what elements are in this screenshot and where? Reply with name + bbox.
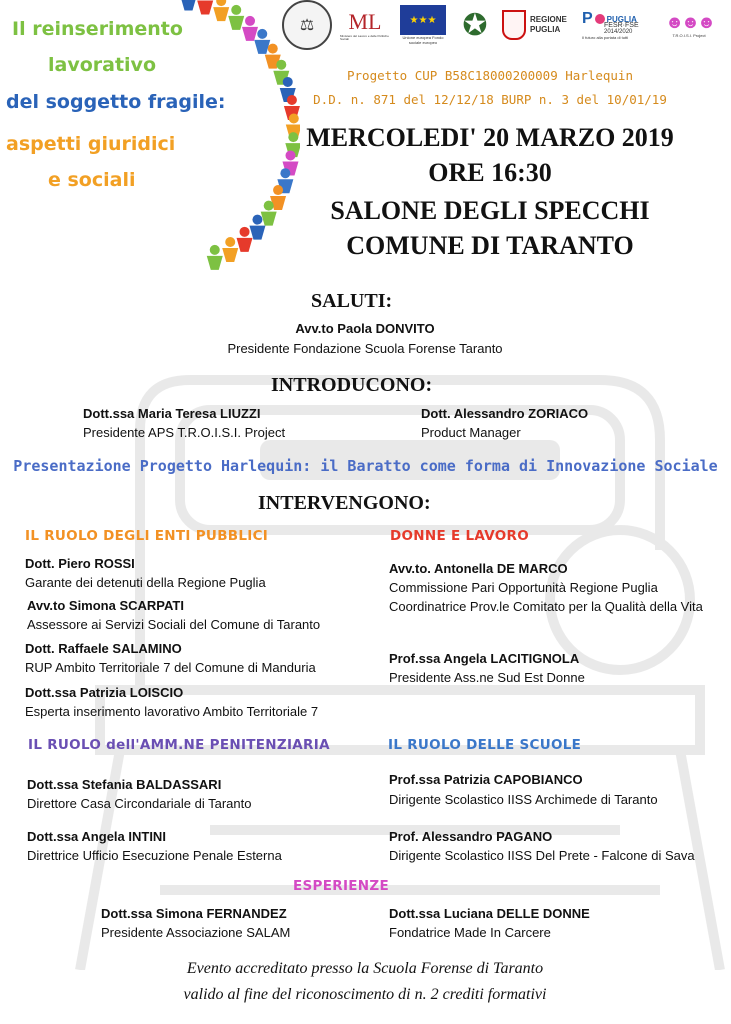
footer-line-1: Evento accreditato presso la Scuola Forense di Taranto (186, 960, 544, 977)
person-figure-icon (213, 0, 229, 21)
donne-0-role1: Commissione Pari Opportunità Regione Puglia (389, 580, 658, 595)
person-figure-icon (242, 16, 258, 41)
fondazione-seal-icon: ⚖ (299, 17, 315, 34)
italy-emblem-icon: ✪ (462, 8, 488, 42)
title-line-5: e sociali (48, 169, 136, 191)
amm-1-role: Direttrice Ufficio Esecuzione Penale Esterna (27, 848, 282, 863)
scuole-heading: IL RUOLO DELLE SCUOLE (388, 737, 582, 753)
donne-1-role1: Presidente Ass.ne Sud Est Donne (389, 670, 585, 685)
donne-1-name: Prof.ssa Angela LACITIGNOLA (389, 651, 580, 666)
saluti-heading: SALUTI: (311, 290, 393, 312)
amm-heading: IL RUOLO dell'AMM.NE PENITENZIARIA (28, 737, 330, 753)
enti-heading: IL RUOLO DEGLI ENTI PUBBLICI (25, 528, 269, 544)
scuole-0-name: Prof.ssa Patrizia CAPOBIANCO (389, 772, 583, 787)
donne-0-role2: Coordinatrice Prov.le Comitato per la Qualità della Vita (389, 599, 703, 614)
title-line-2: lavorativo (48, 54, 156, 76)
person-figure-icon (254, 29, 270, 54)
person-figure-icon (207, 245, 223, 270)
scuole-1-name: Prof. Alessandro PAGANO (389, 829, 553, 844)
intro-left-role: Presidente APS T.R.O.I.S.I. Project (83, 425, 286, 440)
esperienze-0-role: Presidente Associazione SALAM (101, 925, 291, 940)
person-figure-icon (237, 227, 253, 252)
puglia-top: PUGLIA (606, 14, 637, 24)
puglia-years: 2014/2020 (604, 29, 633, 35)
person-figure-icon (181, 0, 197, 11)
event-venue-1: SALONE DEGLI SPECCHI (330, 196, 650, 225)
enti-2-role: RUP Ambito Territoriale 7 del Comune di Manduria (25, 660, 316, 675)
eu-flag-icon: ★★★ (400, 5, 446, 35)
event-venue-2: COMUNE DI TARANTO (346, 231, 634, 260)
intervengono-heading: INTERVENGONO: (258, 492, 431, 514)
ministero-mark: ML (348, 9, 382, 34)
title-line-4: aspetti giuridici (6, 133, 176, 155)
saluti-name: Avv.to Paola DONVITO (295, 321, 435, 336)
person-figure-icon (222, 237, 238, 262)
donne-heading: DONNE E LAVORO (390, 528, 530, 544)
enti-3-name: Dott.ssa Patrizia LOISCIO (25, 685, 184, 700)
saluti-role: Presidente Fondazione Scuola Forense Taranto (227, 341, 503, 356)
regione-logo (502, 10, 574, 40)
footer-line-2: valido al fine del riconoscimento di n. 2 crediti formativi (183, 986, 547, 1003)
eu-logo (398, 5, 448, 45)
fondazione-logo (282, 0, 332, 50)
intro-right-role: Product Manager (421, 425, 521, 440)
event-time: ORE 16:30 (428, 158, 552, 187)
esperienze-1-name: Dott.ssa Luciana DELLE DONNE (389, 906, 590, 921)
donne-0-name: Avv.to. Antonella DE MARCO (389, 561, 568, 576)
project-dd: D.D. n. 871 del 12/12/18 BURP n. 3 del 10/01/19 (313, 92, 667, 107)
title-line-1: Il reinserimento (12, 18, 183, 40)
scuole-0-role: Dirigente Scolastico IISS Archimede di Taranto (389, 792, 658, 807)
enti-0-role: Garante dei detenuti della Regione Puglia (25, 575, 266, 590)
troisi-people-icon: ☻☻☻ (665, 12, 713, 32)
regione-shield-icon (502, 10, 526, 40)
enti-1-role: Assessore ai Servizi Sociali del Comune di Taranto (27, 617, 321, 632)
presentation-title: Presentazione Progetto Harlequin: il Baratto come forma di Innovazione Sociale (13, 457, 718, 475)
event-date: MERCOLEDI' 20 MARZO 2019 (306, 123, 674, 152)
person-figure-icon (228, 5, 244, 30)
enti-0-name: Dott. Piero ROSSI (25, 556, 135, 571)
esperienze-0-name: Dott.ssa Simona FERNANDEZ (101, 906, 287, 921)
amm-1-name: Dott.ssa Angela INTINI (27, 829, 166, 844)
intro-right-name: Dott. Alessandro ZORIACO (421, 406, 589, 421)
amm-0-name: Dott.ssa Stefania BALDASSARI (27, 777, 222, 792)
enti-2-name: Dott. Raffaele SALAMINO (25, 641, 182, 656)
puglia-caption: Il futuro alla portata di tutti (582, 35, 629, 40)
puglia-fesr-logo (582, 10, 648, 40)
regione-label: REGIONE PUGLIA (530, 15, 567, 34)
esperienze-1-role: Fondatrice Made In Carcere (389, 925, 551, 940)
amm-0-role: Direttore Casa Circondariale di Taranto (27, 796, 252, 811)
italy-emblem-logo (456, 5, 494, 45)
troisi-caption: T.R.O.I.S.I. Project (672, 33, 706, 38)
troisi-logo (656, 12, 722, 38)
eu-caption: Unione europea Fondo sociale europeo (402, 35, 444, 45)
introducono-heading: INTRODUCONO: (271, 374, 433, 396)
intro-left-name: Dott.ssa Maria Teresa LIUZZI (83, 406, 261, 421)
puglia-mid: FESR·FSE (604, 22, 639, 29)
scuole-1-role: Dirigente Scolastico IISS Del Prete - Falcone di Sava (389, 848, 695, 863)
puglia-p-icon: P (582, 10, 593, 27)
title-line-3: del soggetto fragile: (6, 91, 226, 113)
partner-logos (282, 2, 722, 48)
project-cup: Progetto CUP B58C18000200009 Harlequin (347, 68, 633, 83)
enti-3-role: Esperta inserimento lavorativo Ambito Territoriale 7 (25, 704, 319, 719)
esperienze-heading: ESPERIENZE (293, 878, 390, 894)
ministero-logo (340, 9, 390, 41)
enti-1-name: Avv.to Simona SCARPATI (27, 598, 184, 613)
person-figure-icon (197, 0, 213, 15)
ministero-caption: Ministero del Lavoro e delle Politiche Sociali (340, 34, 389, 41)
